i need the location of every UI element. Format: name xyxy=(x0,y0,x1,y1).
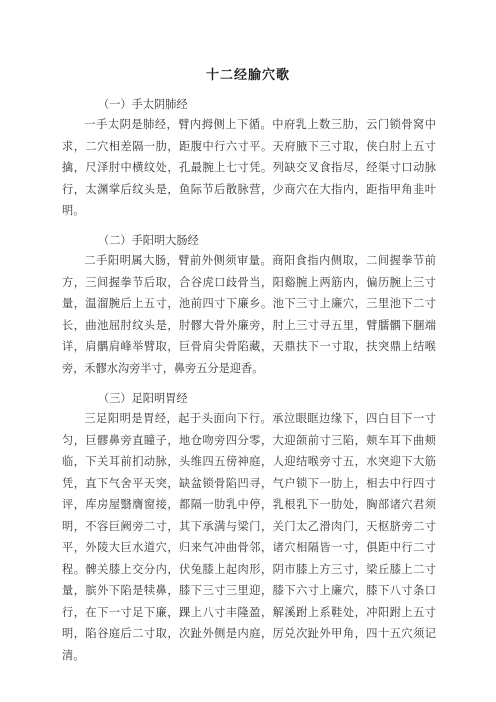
section-heading-lung: （一）手太阴肺经 xyxy=(98,98,188,111)
page-title: 十二经腧穴歌 xyxy=(205,68,290,83)
section-body-lung: 一手太阴是肺经，臂内拇侧上下循。中府乳上数三肋，云门锁骨窝中求，二穴相差隔一肋，距腹中行六寸平。天府腋下三寸取，侠白肘上五寸擒，尺泽肘中横纹处，孔最腕上七寸凭。列缺交叉食指尽，经渠寸口动脉行，太渊掌后纹头是，鱼际节后散脉营，少商穴在大指内，距指甲角韭叶明。 xyxy=(62,118,436,217)
section-heading-large-intestine: （二）手阳明大肠经 xyxy=(98,234,199,247)
section-body-stomach: 三足阳明是胃经，起于头面向下行。承泣眼眶边缘下，四白目下一寸匀，巨髎鼻旁直瞳子，地仓吻旁四分零，大迎颌前寸三陷，颊车耳下曲颊临，下关耳前扪动脉，头维四五傍神庭，人迎结喉旁寸五，水突迎下大筋凭，直下气舍平天突，缺盆锁骨陷凹寻，气户锁下一肋上，相去中行四寸评，库房屋翳膺窗接，都隔一肋乳中停，乳根乳下一肋处，胸部诸穴君须明，不容巨阙旁二寸，其下承满与梁门，关门太乙滑肉门，天枢脐旁二寸平，外陵大巨水道穴，归来气冲曲骨邻，诸穴相隔皆一寸，俱距中行二寸程。髀关膝上交分内，伏兔膝上起肉形，阴市膝上方三寸，梁丘膝上二寸量，膑外下陷是犊鼻，膝下三寸三里迎，膝下六寸上廉穴，膝下八寸条口行，在下一寸足下廉，踝上八寸丰隆盈，解溪跗上系鞋处，冲阳跗上五寸明，陷谷庭后二寸取，次趾外侧是内庭，厉兑次趾外甲角，四十五穴须记清。 xyxy=(62,412,436,662)
section-body-large-intestine: 二手阳明属大肠，臂前外侧须审量。商阳食指内侧取，二间握拳节前方，三间握拳节后取，合谷虎口歧骨当，阳谿腕上两筋内，偏历腕上三寸量，温溜腕后上五寸，池前四寸下廉乡。池下三寸上廉穴，三里池下二寸长，曲池屈肘纹头是，肘髎大骨外廉旁，肘上三寸寻五里，臂臑髃下䐃端详，肩髃肩峰举臂取，巨骨肩尖骨陷藏，天鼎扶下一寸取，扶突鼎上结喉旁，禾髎水沟旁半寸，鼻旁五分是迎香。 xyxy=(62,254,436,375)
section-heading-stomach: （三）足阳明胃经 xyxy=(98,392,188,405)
